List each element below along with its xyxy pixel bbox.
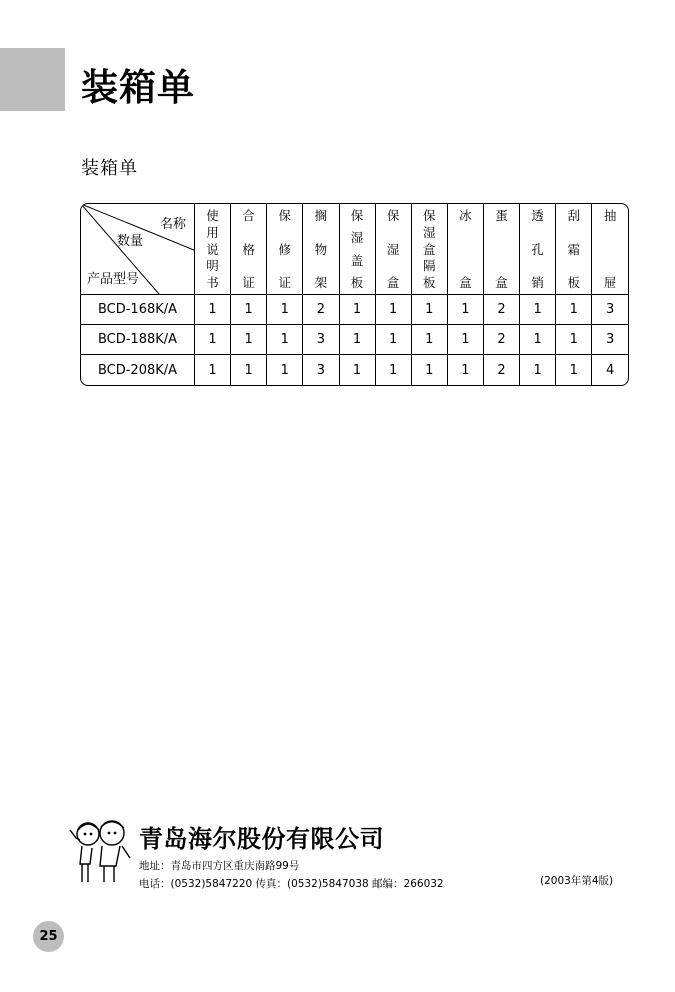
column-header-char: 证: [242, 275, 255, 290]
quantity-cell: 2: [484, 294, 520, 324]
column-header-char: 板: [423, 275, 436, 290]
quantity-cell: 1: [267, 355, 303, 385]
column-header-label: [448, 204, 483, 290]
column-header-char: 保: [386, 208, 400, 223]
page-number: 25: [33, 921, 64, 952]
column-header: [267, 204, 303, 294]
header-tab-block: [0, 48, 65, 111]
column-header-char: 孔: [531, 241, 544, 257]
quantity-cell: 1: [556, 355, 592, 385]
quantity-cell: 1: [447, 324, 483, 354]
column-header-label: [267, 204, 302, 290]
quantity-cell: 1: [447, 294, 483, 324]
column-header-char: 湿: [386, 241, 400, 257]
quantity-cell: 1: [339, 355, 375, 385]
column-header-char: 冰: [459, 208, 472, 223]
corner-quantity-label: 数量: [117, 234, 144, 249]
quantity-cell: 1: [267, 324, 303, 354]
quantity-cell: 2: [484, 355, 520, 385]
column-header-char: 盒: [386, 275, 400, 290]
column-header-label: [520, 204, 555, 290]
column-header-char: 保: [278, 208, 292, 223]
column-header: [339, 204, 375, 294]
table-header-row: [81, 204, 628, 294]
corner-cell: [81, 204, 195, 294]
column-header: [195, 204, 231, 294]
column-header-char: 明: [206, 258, 219, 274]
column-header-char: 透: [531, 208, 544, 223]
column-header-char: 湿: [423, 224, 436, 240]
column-header-label: [376, 204, 411, 290]
table-row: [81, 324, 628, 354]
page-heading: 装箱单: [81, 66, 195, 109]
column-header: [375, 204, 411, 294]
column-header-char: 书: [206, 275, 219, 290]
quantity-cell: 1: [411, 355, 447, 385]
column-header: [592, 204, 628, 294]
quantity-cell: 1: [520, 324, 556, 354]
column-header-label: [412, 204, 447, 290]
quantity-cell: 1: [267, 294, 303, 324]
edition-label: (2003年第4版): [540, 875, 614, 887]
column-header-label: [592, 204, 628, 290]
column-header-char: 霜: [567, 241, 581, 257]
quantity-cell: 1: [520, 355, 556, 385]
column-header: [447, 204, 483, 294]
column-header: [231, 204, 267, 294]
column-header-label: [195, 204, 230, 290]
column-header-char: 修: [278, 241, 292, 257]
model-cell: BCD-188K/A: [81, 324, 195, 354]
column-header-char: 搁: [314, 208, 328, 223]
column-header-char: 销: [531, 275, 544, 290]
column-header: [520, 204, 556, 294]
quantity-cell: 1: [339, 294, 375, 324]
quantity-cell: 1: [447, 355, 483, 385]
column-header-char: 湿: [350, 230, 364, 246]
column-header-char: 蛋: [495, 208, 508, 223]
column-header-char: 盒: [459, 275, 472, 290]
column-header-char: 说: [206, 241, 219, 257]
quantity-cell: 1: [231, 294, 267, 324]
section-title: 装箱单: [81, 158, 138, 179]
quantity-cell: 2: [484, 324, 520, 354]
column-header-char: 保: [350, 208, 364, 223]
quantity-cell: 1: [339, 324, 375, 354]
quantity-cell: 1: [411, 324, 447, 354]
column-header: [303, 204, 339, 294]
company-address: 地址：青岛市四方区重庆南路99号: [139, 860, 300, 872]
column-header-char: 刮: [567, 208, 581, 223]
quantity-cell: 1: [231, 324, 267, 354]
corner-model-label: 产品型号: [87, 272, 140, 287]
column-header-char: 盖: [350, 252, 364, 268]
table-row: [81, 355, 628, 385]
quantity-cell: 3: [592, 294, 628, 324]
quantity-cell: 1: [375, 324, 411, 354]
column-header: [411, 204, 447, 294]
column-header-char: 板: [567, 275, 581, 290]
quantity-cell: 2: [303, 294, 339, 324]
quantity-cell: 1: [195, 355, 231, 385]
column-header-char: 使: [206, 208, 219, 223]
column-header-label: [340, 204, 375, 290]
quantity-cell: 3: [592, 324, 628, 354]
column-header-char: 盒: [423, 241, 436, 257]
company-name: 青岛海尔股份有限公司: [139, 825, 384, 853]
column-header-char: 保: [423, 208, 436, 223]
quantity-cell: 1: [375, 355, 411, 385]
table-row: [81, 294, 628, 324]
model-cell: BCD-168K/A: [81, 294, 195, 324]
corner-name-label: 名称: [159, 217, 186, 232]
column-header-char: 证: [278, 275, 292, 290]
column-header-char: 抽: [603, 208, 617, 223]
column-header-char: 架: [314, 275, 328, 290]
column-header-label: [231, 204, 266, 290]
quantity-cell: 1: [556, 324, 592, 354]
quantity-cell: 1: [195, 294, 231, 324]
table-body: [81, 294, 628, 385]
column-header-char: 隔: [423, 258, 436, 274]
column-header: [484, 204, 520, 294]
column-header-char: 物: [314, 241, 328, 257]
haier-brothers-logo-icon: [66, 818, 136, 886]
column-header-label: [484, 204, 519, 290]
column-header-char: 合: [242, 208, 255, 223]
quantity-cell: 1: [556, 294, 592, 324]
column-header-char: 屉: [603, 275, 617, 290]
column-header-char: 用: [206, 224, 219, 240]
packing-list-table: [80, 203, 629, 386]
quantity-cell: 1: [231, 355, 267, 385]
column-header-label: [556, 204, 591, 290]
quantity-cell: 1: [411, 294, 447, 324]
column-header-char: 板: [350, 274, 364, 290]
quantity-cell: 1: [520, 294, 556, 324]
quantity-cell: 1: [195, 324, 231, 354]
column-header-char: 格: [242, 241, 255, 257]
column-header-char: 盒: [495, 275, 508, 290]
quantity-cell: 1: [375, 294, 411, 324]
model-cell: BCD-208K/A: [81, 355, 195, 385]
column-header-label: [303, 204, 338, 290]
company-contact: 电话：(0532)5847220 传真：(0532)5847038 邮编：266032: [139, 878, 444, 890]
quantity-cell: 3: [303, 355, 339, 385]
column-header: [556, 204, 592, 294]
quantity-cell: 3: [303, 324, 339, 354]
quantity-cell: 4: [592, 355, 628, 385]
